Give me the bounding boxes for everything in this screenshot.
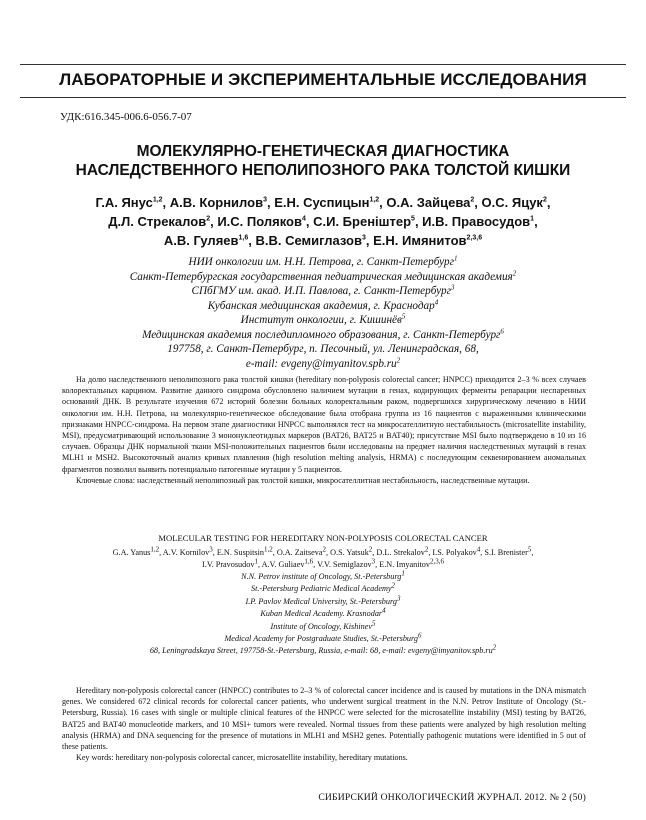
- affiliation-line: [30, 299, 616, 314]
- affiliation-text: Институт онкологии, г. Кишинёв: [240, 314, 402, 326]
- author-affiliation-mark: 2: [542, 196, 547, 204]
- author-affiliation-mark: 2: [470, 196, 475, 204]
- affiliation-text: Institute of Oncology, Kishinev: [270, 621, 372, 631]
- author-name: Е.Н. Имянитов: [373, 233, 467, 248]
- author-name: О.А. Зайцева: [386, 195, 471, 210]
- author-name: D.L. Strekalov: [376, 548, 425, 557]
- affiliation-mark: 3: [396, 594, 401, 603]
- author-name: I.S. Polyakov: [432, 548, 477, 557]
- affiliation-mark: 6: [418, 631, 422, 640]
- authors-en: [40, 547, 606, 570]
- author-line: G.A. Yanus$^{1,2}$, A.V. Kornilov$^3$, E.N. Suspitsin$^{1,2}$, O.A. Zaitseva$^2$, O.S. Yatsuk$^2$, D.L. Strekalov$^2$, I.S. Polyakov$^4$, S.I. Brenister$^5$,: [112, 545, 534, 557]
- author-name: Д.Л. Стрекалов: [108, 214, 207, 229]
- keywords-ru: Ключевые слова: наследственный неполипозный рак толстой кишки, микросателлитная нестабильность, наследственные мутации.: [76, 475, 530, 485]
- journal-footer: СИБИРСКИЙ ОНКОЛОГИЧЕСКИЙ ЖУРНАЛ. 2012. № 2 (50): [318, 792, 586, 803]
- author-affiliation-mark: 5: [411, 215, 415, 223]
- author-name: I.V. Pravosudov: [202, 559, 255, 569]
- author-line: Д.Л. Стрекалов$^2$, И.С. Поляков$^4$, С.И. Бренiштер$^5$, И.В. Правосудов$^1$,: [108, 214, 538, 229]
- author-affiliation-mark: 1,2: [263, 545, 273, 554]
- authors-ru: [30, 193, 616, 250]
- author-affiliation-mark: 2: [424, 545, 429, 554]
- abstract-en-text: Hereditary non-polyposis colorectal cancer (HNPCC) contributes to 2–3 % of colorectal cancer incidence and is caused by mutations in the DNA mismatch genes. We considered 672 clinical records for colorectal cancer patients, who underwent surgical treatment in the N.N. Petrov Institute of Oncology (St.-Petersburg, Russia). 16 cases with single or multiple clinical features of the HNPCC were selected for the microsatellite instability (MSI) testing by BAT26, BAT25 and BAT40 monucleotide markers, and 10 MSI+ tumors were revealed. Normal tissues from these patients were analyzed by high resolution melting analysis (HRMA) and DNA sequencing for the presence of mutations in MLH1 and MSH2 genes. Potentially pathogenic mutations were identified in 5 out of these patients.: [62, 686, 586, 752]
- affiliation-line: [30, 357, 616, 372]
- author-name: И.С. Поляков: [217, 214, 302, 229]
- keywords-en: Key words: hereditary non-polyposis colorectal cancer, microsatellite instability, hereditary mutations.: [76, 753, 408, 763]
- author-affiliation-mark: 1: [254, 556, 258, 565]
- author-affiliation-mark: 3: [263, 196, 267, 204]
- affiliation-mark: 1: [401, 569, 405, 578]
- author-name: С.И. Бренiштер: [313, 214, 412, 229]
- author-name: Е.Н. Суспицын: [274, 195, 370, 210]
- affiliation-text: St.-Petersburg Pediatric Medical Academy: [250, 584, 392, 594]
- author-affiliation-mark: 3: [371, 556, 376, 565]
- author-name: E.N. Imyanitov: [379, 559, 430, 569]
- affiliation-line: [30, 328, 616, 343]
- affiliation-text: N.N. Petrov institute of Oncology, St.-Petersburg: [241, 572, 402, 581]
- affiliation-line: [40, 571, 606, 583]
- author-name: Г.А. Янус: [95, 195, 153, 210]
- author-affiliation-mark: 2,3,6: [429, 556, 444, 565]
- author-affiliation-mark: 1,2: [152, 196, 163, 204]
- affiliation-line: [40, 608, 606, 620]
- affiliation-text: Санкт-Петербургская государственная педиатрическая медицинская академия: [129, 270, 513, 283]
- affiliation-mark: 2: [492, 643, 497, 652]
- affiliation-mark: 1: [453, 254, 458, 263]
- affiliation-mark: 5: [401, 312, 406, 321]
- affiliation-line: [30, 313, 616, 328]
- affiliation-mark: 2: [391, 581, 395, 590]
- affiliations-ru: [30, 255, 616, 371]
- affiliation-text: НИИ онкологии им. Н.Н. Петрова, г. Санкт-Петербург: [188, 256, 454, 268]
- author-affiliation-mark: 4: [301, 215, 306, 223]
- affiliations-en: [40, 571, 606, 658]
- affiliation-line: [40, 583, 606, 595]
- title-line-1: МОЛЕКУЛЯРНО-ГЕНЕТИЧЕСКАЯ ДИАГНОСТИКА: [136, 143, 510, 160]
- author-name: A.V. Guliaev: [261, 559, 305, 569]
- author-affiliation-mark: 1: [530, 215, 535, 223]
- affiliation-mark: 4: [434, 297, 439, 306]
- author-affiliation-mark: 4: [476, 545, 481, 554]
- author-affiliation-mark: 2,3,6: [466, 234, 483, 242]
- affiliation-mark: 2: [396, 355, 401, 364]
- author-name: O.A. Zaitseva: [276, 548, 323, 557]
- affiliation-line: [40, 645, 606, 657]
- affiliation-mark: 5: [371, 618, 376, 627]
- affiliation-line: [30, 284, 616, 299]
- affiliation-line: [40, 618, 606, 633]
- affiliation-text: Кубанская медицинская академия, г. Краснодар: [207, 299, 435, 312]
- affiliation-text: СПбГМУ им. акад. И.П. Павлова, г. Санкт-Петербург: [191, 285, 451, 297]
- affiliation-line: [30, 270, 616, 285]
- section-header: ЛАБОРАТОРНЫЕ И ЭКСПЕРИМЕНТАЛЬНЫЕ ИССЛЕДОВАНИЯ: [59, 70, 587, 89]
- author-name: V.V. Semiglazov: [317, 559, 372, 569]
- affiliation-mark: 2: [512, 268, 517, 277]
- abstract-en: [62, 685, 586, 763]
- affiliation-mark: 4: [382, 606, 386, 615]
- title-en: MOLECULAR TESTING FOR HEREDITARY NON-POLYPOSIS COLORECTAL CANCER: [158, 533, 488, 543]
- affiliation-mark: 3: [450, 283, 455, 292]
- author-affiliation-mark: 3: [361, 234, 366, 242]
- author-name: S.I. Brenister: [484, 548, 528, 557]
- author-name: E.N. Suspitsin: [216, 548, 264, 557]
- abstract-ru: [62, 374, 586, 486]
- title-line-2: НАСЛЕДСТВЕННОГО НЕПОЛИПОЗНОГО РАКА ТОЛСТОЙ КИШКИ: [75, 162, 571, 179]
- article-title: [40, 142, 606, 180]
- affiliation-line: [30, 342, 616, 357]
- affiliation-text: 68, Leningradskaya Street, 197758-St.-Petersburg, Russia, e-mail: 68, e-mail: evgeny@imyanitov.spb.ru: [149, 646, 493, 656]
- affiliation-text: 197758, г. Санкт-Петербург, п. Песочный, ул. Ленинградская, 68,: [167, 343, 479, 355]
- affiliation-line: [30, 255, 616, 270]
- affiliation-line: [40, 596, 606, 608]
- header-rule-top: [20, 64, 626, 65]
- author-name: А.В. Гуляев: [163, 233, 239, 248]
- author-affiliation-mark: 1,6: [238, 234, 249, 242]
- author-affiliation-mark: 1,2: [369, 196, 380, 204]
- author-affiliation-mark: 1,6: [304, 556, 314, 565]
- affiliation-text: e-mail: evgeny@imyanitov.spb.ru: [245, 357, 397, 370]
- author-affiliation-mark: 2: [206, 215, 211, 223]
- author-name: И.В. Правосудов: [422, 214, 531, 229]
- author-name: О.С. Яцук: [481, 195, 543, 210]
- author-affiliation-mark: 2: [368, 545, 373, 554]
- author-line: А.В. Гуляев$^{1,6}$, В.В. Семиглазов$^3$, Е.Н. Имянитов$^{2,3,6}$: [163, 233, 483, 248]
- affiliation-text: Медицинская академия последипломного образования, г. Санкт-Петербург: [142, 328, 501, 341]
- author-affiliation-mark: 2: [322, 545, 327, 554]
- affiliation-text: I.P. Pavlov Medical University, St.-Petersburg: [245, 596, 397, 606]
- author-name: A.V. Kornilov: [162, 548, 210, 557]
- author-name: А.В. Корнилов: [169, 195, 264, 210]
- author-name: G.A. Yanus: [112, 548, 151, 557]
- author-name: В.В. Семиглазов: [255, 233, 362, 248]
- author-affiliation-mark: 5: [527, 545, 532, 554]
- header-rule-bottom: [20, 97, 626, 98]
- author-name: O.S. Yatsuk: [330, 548, 369, 557]
- affiliation-text: Medical Academy for Postgraduate Studies, St.-Petersburg: [224, 634, 418, 644]
- author-affiliation-mark: 1,2: [150, 545, 160, 554]
- udc-code: УДК:616.345-006.6-056.7-07: [60, 111, 192, 123]
- affiliation-line: [40, 633, 606, 645]
- author-affiliation-mark: 3: [209, 545, 213, 554]
- abstract-ru-text: На долю наследственного неполипозного рака толстой кишки (hereditary non-polyposis colorectal cancer; HNPCC) приходится 2–3 % всех случаев колоректальных карцином. Развитие данного синдрома обусловлено наличием мутации в генах, кодирующих ферменты репарации неспаренных оснований ДНК. В результате изучения 672 историй болезни больных колоректальным раком, подвергшихся хирургическому лечению в НИИ онкологии им. Н.Н. Петрова, на молекулярно-генетическое обследование была отобрана группа из 16 пациентов с выраженными клиническими признаками HNPCC-синдрома. На первом этапе диагностики HNPCC выполнялся тест на микросателлитную нестабильность (microsatellite instability, MSI), предусматривающий использование 3 мононуклеотидных маркеров (BAT26, BAT25 и BAT40); присутствие MSI было подтверждено в 10 из 16 случаев. Образцы ДНК нормальной ткани MSI-положительных пациентов были исследованы на предмет наличия наследственных мутаций в генах MLH1 и MSH2. Высокоточный анализ кривых плавления (high resolution melting analysis, HRMA) с последующим секвенированием аномальных фрагментов позволил выявить потенциально патогенные мутации у 5 пациентов.: [62, 375, 586, 474]
- affiliation-text: Kuban Medical Academy. Krasnodar: [260, 609, 383, 619]
- author-line: I.V. Pravosudov$^1$, A.V. Guliaev$^{1,6}$, V.V. Semiglazov$^3$, E.N. Imyanitov$^{2,3,6}$: [202, 556, 444, 569]
- affiliation-mark: 6: [500, 326, 504, 335]
- author-line: Г.А. Янус$^{1,2}$, А.В. Корнилов$^3$, Е.Н. Суспицын$^{1,2}$, О.А. Зайцева$^2$, О.С. Яцук$^2$,: [95, 195, 551, 210]
